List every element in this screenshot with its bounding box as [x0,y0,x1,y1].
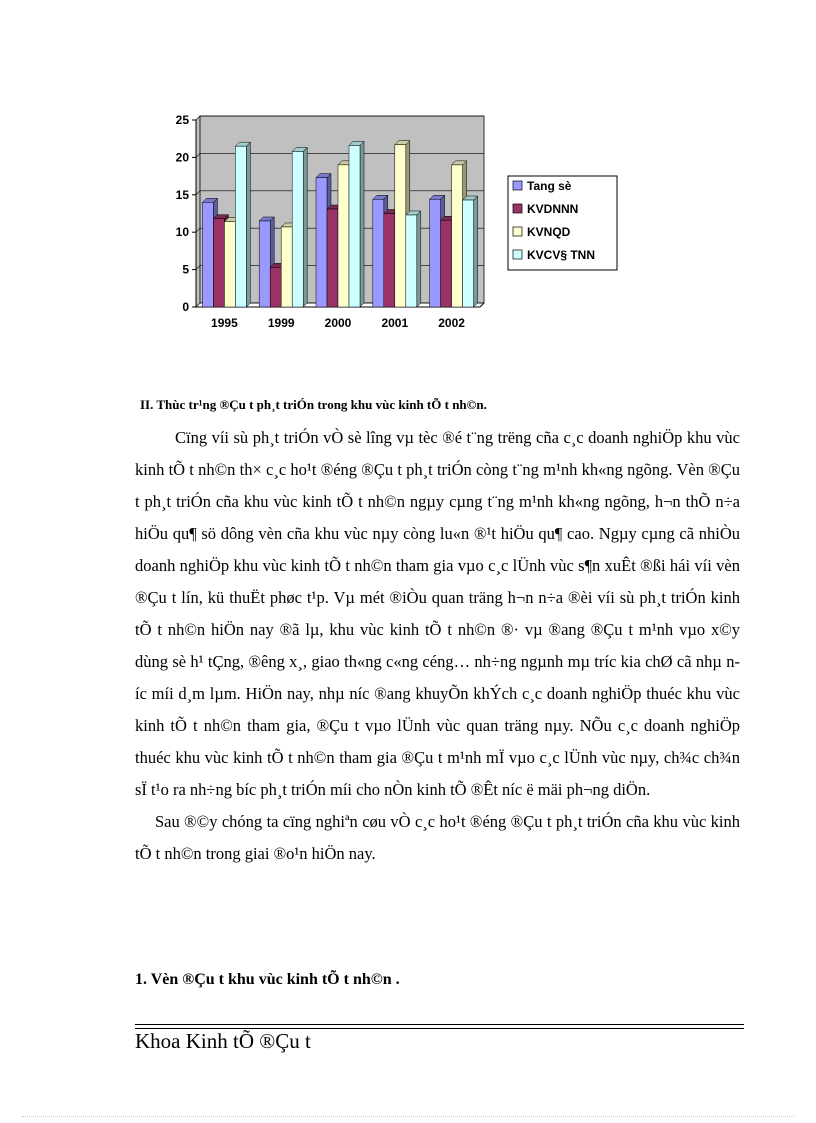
x-tick-label: 2002 [438,316,465,330]
x-tick-label: 2000 [324,316,352,330]
y-tick-label: 15 [175,187,189,202]
section-heading: II. Thùc tr¹ng ®Çu t ph¸t triÓn trong khu vùc kinh tÕ t nh©n. [140,397,487,412]
y-tick-label: 20 [175,150,189,165]
body-text [135,422,740,870]
bar [338,165,349,307]
bar [224,222,235,307]
bar-side [417,211,421,307]
footer-rule-top [135,1024,744,1025]
bar [395,145,406,307]
paragraph-intro-next: Sau ®©y chóng ta cïng nghiªn cøu vÒ c¸c ho¹t ®éng ®Çu t ph¸t triÓn cña khu vùc kinh tÕ t nh©n trong giai ®o¹n hiÖn nay. [135,812,740,863]
bar [463,200,474,307]
x-tick-label: 1995 [211,316,238,330]
bar-side [474,196,478,307]
x-axis-end [480,303,484,307]
x-tick-label: 1999 [267,316,295,330]
bar [235,146,246,307]
legend-swatch [513,250,522,259]
bar [430,199,441,307]
legend-label: KVCV§ TNN [527,248,596,262]
bar [384,214,395,308]
bar [327,209,338,307]
investment-bar-chart [160,108,630,338]
bar [441,220,452,307]
page-edge-dots [22,1116,794,1117]
y-tick-label: 0 [182,300,189,314]
bar [292,151,303,307]
legend-label: Tang sè [527,179,572,193]
bar [213,219,224,307]
bar [373,199,384,307]
y-tick-label: 10 [175,225,189,240]
x-tick-label: 2001 [381,316,409,330]
bar [270,267,281,307]
bar-side [246,142,250,307]
legend-label: KVNQD [527,225,571,239]
bar [281,227,292,307]
bar [349,145,360,307]
bar [202,202,213,307]
y-tick-label: 25 [175,113,189,127]
legend-swatch [513,227,522,236]
legend-swatch [513,181,522,190]
bar [259,221,270,307]
subheading-capital: 1. Vèn ®Çu t khu vùc kinh tÕ t nh©n . [135,971,400,988]
bar [316,178,327,307]
bar [452,165,463,307]
legend-label: KVDNNN [527,202,579,216]
paragraph-investment-growth: Cïng víi sù ph¸t triÓn vÒ sè lîng vµ tèc ®é t¨ng trëng cña c¸c doanh nghiÖp khu vùc kinh tÕ t nh©n th× c¸c ho¹t ®éng ®Çu t ph¸t triÓn còng t¨ng m¹nh kh«ng ngõng. Vèn ®Çu t ph¸t triÓn cña khu vùc kinh tÕ t nh©n ngµy cµng t¨ng m¹nh kh«ng ngõng, h¬n thÕ n÷a hiÖu qu¶ sö dông vèn cña khu vùc nµy còng lu«n ®¹t hiÖu qu¶ cao. Ngµy cµng cã nhiÒu doanh nghiÖp khu vùc kinh tÕ t nh©n tham gia vµo c¸c lÜnh vùc s¶n xuÊt ®ßi hái víi vèn ®Çu t lín, kü thuËt phøc t¹p. Vµ mét ®iÒu quan träng h¬n n÷a ®èi víi sù ph¸t triÓn kinh tÕ t nh©n hiÖn nay ®ã lµ, khu vùc kinh tÕ t nh©n ®· vµ ®ang ®Çu t m¹nh vµo x©y dùng sè h¹ tÇng, ®êng x¸, giao th«ng c«ng céng… nh÷ng ngµnh mµ tríc kia chØ cã nhµ níc míi d¸m lµm. HiÖn nay, nhµ níc ®ang khuyÕn khÝch c¸c doanh nghiÖp thuéc khu vùc kinh tÕ t nh©n tham gia, ®Çu t vµo lÜnh vùc quan träng nµy. NÕu c¸c doanh nghiÖp thuéc khu vùc kinh tÕ t nh©n tham gia ®Çu t m¹nh mÏ vµo c¸c lÜnh vùc nµy, ch¾c ch¾n sÏ t¹o ra nh÷ng bíc ph¸t triÓn míi cho nÒn kinh tÕ ®Êt níc ë mäi ph¬ng diÖn. [135,428,740,799]
bar [406,215,417,307]
bar-side [303,147,307,307]
y-tick-label: 5 [182,262,189,277]
bar-side [360,141,364,307]
footer-text: Khoa Kinh tÕ ®Çu t [135,1029,311,1053]
legend-swatch [513,204,522,213]
